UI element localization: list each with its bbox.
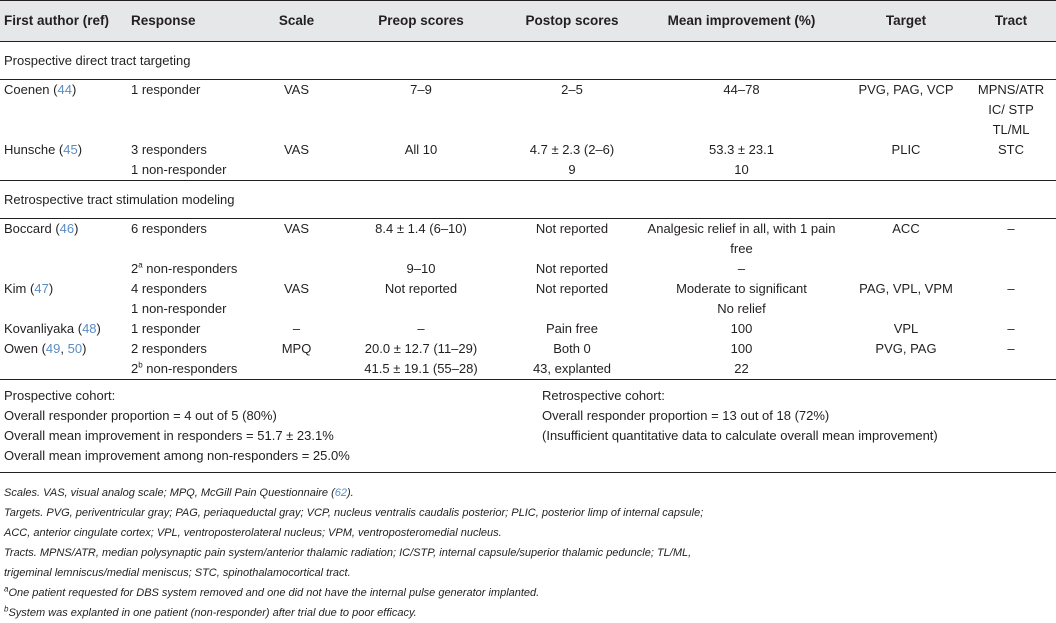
- section-retrospective: Retrospective tract stimulation modeling: [0, 181, 1056, 219]
- footnote-mark: a: [138, 260, 143, 270]
- scale-cell: VAS: [258, 80, 335, 141]
- response-cell: 4 responders 1 non-responder: [131, 281, 227, 316]
- target-cell: ACC: [846, 219, 966, 260]
- header-tract: Tract: [966, 1, 1056, 42]
- tract-cell: –: [966, 339, 1056, 380]
- tract-cell: –: [1007, 281, 1015, 296]
- reference-link[interactable]: 50: [67, 341, 83, 356]
- author-cell: Kim (47): [4, 281, 54, 296]
- footnote-b: $^b$System was explanted in one patient (non-responder) after trial due to poor efficacy.: [4, 604, 417, 619]
- table-row: [0, 80, 1056, 141]
- scale-cell: VAS: [283, 281, 310, 296]
- header-postop: Postop scores: [507, 1, 637, 42]
- improvement-cell: 53.3 ± 23.1 10: [709, 142, 774, 177]
- prospective-summary: Prospective cohort: Overall responder proportion = 4 out of 5 (80%) Overall mean improvement in responders = 51.7 ± 23.1% Overall mean improvement among non-responders = 25.0%: [4, 388, 350, 463]
- preop-cell: Not reported: [384, 281, 458, 296]
- scale-cell: VAS: [283, 142, 310, 157]
- tract-cell: –: [966, 219, 1056, 260]
- postop-cell: Both 0 43, explanted: [507, 339, 637, 380]
- section-row: [0, 181, 1056, 219]
- header-scale: Scale: [258, 1, 335, 42]
- cohort-summary: [0, 380, 1056, 473]
- table-row: [0, 339, 1056, 380]
- target-cell: PVG, PAG: [846, 339, 966, 380]
- target-cell: PVG, PAG, VCP: [846, 80, 966, 141]
- tract-cell: –: [1007, 321, 1015, 336]
- table-row: [0, 140, 1056, 181]
- preop-cell: 9–10: [406, 261, 436, 276]
- retrospective-summary: Retrospective cohort: Overall responder proportion = 13 out of 18 (72%) (Insufficient quantitative data to calculate overall mean improvement): [542, 388, 938, 443]
- table-row: [0, 279, 1056, 319]
- target-cell: PAG, VPL, VPM: [859, 281, 953, 296]
- improvement-cell: –: [737, 261, 746, 276]
- improvement-cell: 44–78: [637, 80, 846, 141]
- preop-cell: –: [417, 321, 425, 336]
- footnote-mark: b: [138, 360, 143, 370]
- section-row: [0, 42, 1056, 80]
- reference-link[interactable]: 49: [45, 341, 61, 356]
- reference-link[interactable]: 45: [63, 142, 78, 157]
- tract-cell: STC: [998, 142, 1024, 157]
- preop-cell: 7–9: [335, 80, 507, 141]
- postop-cell: 2–5: [507, 80, 637, 141]
- footnote-tracts-cont: trigeminal lemniscus/medial meniscus; STC, spinothalamocortical tract.: [4, 567, 351, 579]
- author-cell: Owen (49, 50): [0, 339, 127, 380]
- table-footnotes: [0, 473, 1056, 623]
- reference-link[interactable]: 44: [57, 82, 72, 97]
- improvement-cell: 100: [730, 321, 753, 336]
- author-cell: Coenen (44): [0, 80, 127, 141]
- response-cell: 6 responders: [127, 219, 258, 260]
- postop-cell: Not reported: [535, 261, 609, 276]
- footnote-targets-cont: ACC, anterior cingulate cortex; VPL, ventroposterolateral nucleus; VPM, ventroposteromedial nucleus.: [4, 527, 502, 539]
- preop-cell: 8.4 ± 1.4 (6–10): [335, 219, 507, 260]
- footnote-scales: Scales. VAS, visual analog scale; MPQ, McGill Pain Questionnaire (62).: [4, 487, 354, 499]
- improvement-cell: Analgesic relief in all, with 1 pain free: [637, 219, 846, 260]
- reference-link[interactable]: 48: [82, 321, 97, 336]
- table-row: [0, 259, 1056, 279]
- postop-cell: Pain free: [545, 321, 599, 336]
- response-cell: 3 responders 1 non-responder: [131, 142, 227, 177]
- postop-cell: Not reported: [507, 219, 637, 260]
- postop-cell: Not reported: [535, 281, 609, 296]
- author-cell: Boccard (46): [0, 219, 127, 260]
- scale-cell: –: [292, 321, 301, 336]
- response-cell: 2$^a$ non-responders: [131, 260, 238, 276]
- tract-cell: MPNS/ATR IC/ STP TL/ML: [966, 80, 1056, 141]
- reference-link[interactable]: 47: [34, 281, 49, 296]
- table-header: [0, 1, 1056, 42]
- target-cell: VPL: [893, 321, 919, 336]
- improvement-cell: 100 22: [637, 339, 846, 380]
- table-row: [0, 319, 1056, 339]
- postop-cell: 4.7 ± 2.3 (2–6) 9: [529, 142, 615, 177]
- header-improvement: Mean improvement (%): [637, 1, 846, 42]
- table-row: [0, 219, 1056, 260]
- header-response: Response: [127, 1, 258, 42]
- preop-cell: All 10: [404, 142, 438, 157]
- section-prospective: Prospective direct tract targeting: [4, 53, 191, 68]
- footnote-a: $^a$One patient requested for DBS system removed and one did not have the internal pulse generator implanted.: [4, 584, 540, 599]
- footnote-targets: Targets. PVG, periventricular gray; PAG, periaqueductal gray; VCP, nucleus ventralis caudalis posterior; PLIC, posterior limp of internal capsule;: [4, 507, 704, 519]
- reference-link[interactable]: 46: [59, 221, 75, 236]
- response-cell: 1 responder: [127, 80, 258, 141]
- improvement-cell: Moderate to significant No relief: [676, 281, 807, 316]
- scale-cell: MPQ: [258, 339, 335, 380]
- header-preop: Preop scores: [335, 1, 507, 42]
- author-cell: Hunsche (45): [4, 142, 83, 157]
- target-cell: PLIC: [891, 142, 921, 157]
- author-cell: Kovanliyaka (48): [4, 321, 101, 336]
- response-cell: 1 responder: [131, 321, 201, 336]
- header-target: Target: [846, 1, 966, 42]
- footnote-tracts: Tracts. MPNS/ATR, median polysynaptic pain system/anterior thalamic radiation; IC/STP, internal capsule/superior thalamic peduncle; TL/ML,: [4, 547, 692, 559]
- preop-cell: 20.0 ± 12.7 (11–29) 41.5 ± 19.1 (55–28): [335, 339, 507, 380]
- scale-cell: VAS: [258, 219, 335, 260]
- reference-link[interactable]: 62: [334, 487, 348, 499]
- header-author: First author (ref): [0, 1, 127, 42]
- response-cell: 2 responders 2$^b$ non-responders: [127, 339, 258, 380]
